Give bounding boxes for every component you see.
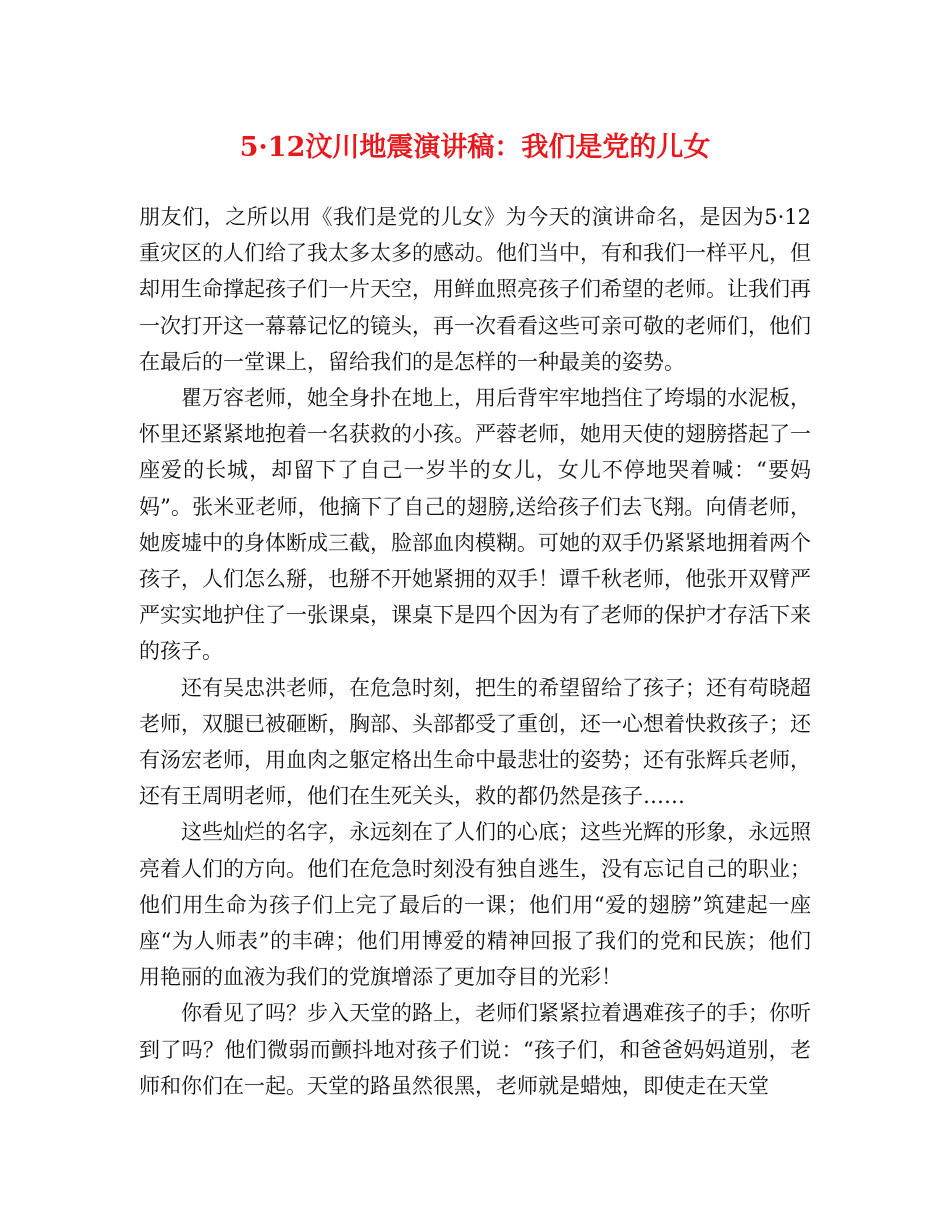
paragraph-4: 这些灿烂的名字，永远刻在了人们的心底；这些光辉的形象，永远照亮着人们的方向。他们在危急时刻没有独自逃生，没有忘记自己的职业；他们用生命为孩子们上完了最后的一课；他们用“爱的翅膀”筑建起一座座“为人师表”的丰碑；他们用博爱的精神回报了我们的党和民族；他们用艳丽的血液为我们的党旗增添了更加夺目的光彩！ (139, 820, 811, 990)
document-body (139, 199, 811, 1104)
document-title: 5·12汶川地震演讲稿：我们是党的儿女 (239, 132, 711, 163)
paragraph-1: 朋友们，之所以用《我们是党的儿女》为今天的演讲命名，是因为5·12重灾区的人们给了我太多太多的感动。他们当中，有和我们一样平凡，但却用生命撑起孩子们一片天空，用鲜血照亮孩子们希望的老师。让我们再一次打开这一幕幕记忆的镜头，再一次看看这些可亲可敬的老师们，他们在最后的一堂课上，留给我们的是怎样的一种最美的姿势。 (139, 205, 811, 374)
paragraph-5: 你看见了吗？步入天堂的路上，老师们紧紧拉着遇难孩子的手；你听到了吗？他们微弱而颤抖地对孩子们说：“孩子们，和爸爸妈妈道别，老师和你们在一起。天堂的路虽然很黑，老师就是蜡烛，即使走在天堂 (139, 1001, 811, 1098)
paragraph-3: 还有吴忠洪老师，在危急时刻，把生的希望留给了孩子；还有苟晓超老师，双腿已被砸断，胸部、头部都受了重创，还一心想着快救孩子；还有汤宏老师，用血肉之躯定格出生命中最悲壮的姿势；还有张辉兵老师，还有王周明老师，他们在生死关头，救的都仍然是孩子…… (139, 675, 811, 809)
paragraph-2: 瞿万容老师，她全身扑在地上，用后背牢牢地挡住了垮塌的水泥板，怀里还紧紧地抱着一名获救的小孩。严蓉老师，她用天使的翅膀搭起了一座爱的长城，却留下了自己一岁半的女儿，女儿不停地哭着喊：“要妈妈”。张米亚老师，他摘下了自己的翅膀,送给孩子们去飞翔。向倩老师，她废墟中的身体断成三截，脸部血肉模糊。可她的双手仍紧紧地拥着两个孩子，人们怎么掰，也掰不开她紧拥的双手！谭千秋老师，他张开双臂严严实实地护住了一张课桌，课桌下是四个因为有了老师的保护才存活下来的孩子。 (139, 386, 811, 664)
